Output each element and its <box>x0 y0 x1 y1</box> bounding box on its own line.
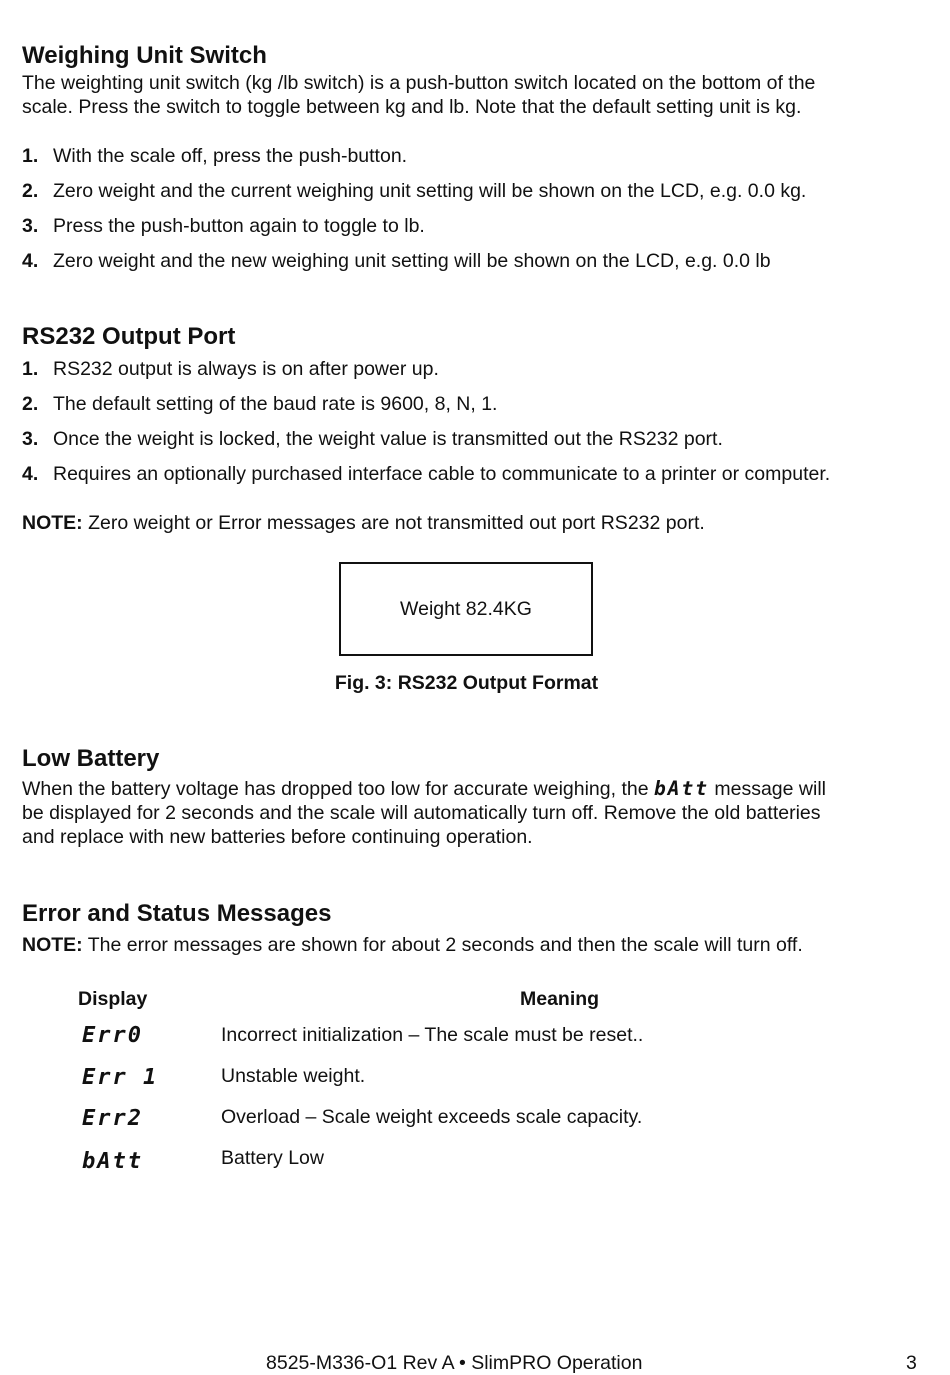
step-text: RS232 output is always is on after power up. <box>53 358 439 380</box>
error-display-glyph: Err 1 <box>82 1065 159 1090</box>
step-number: 2. <box>22 180 39 202</box>
display-column-header: Display <box>78 988 148 1010</box>
note-label: NOTE: <box>22 934 83 956</box>
battery-text-pre: When the battery voltage has dropped too low for accurate weighing, the <box>22 778 654 800</box>
figure-output-text: Weight 82.4KG <box>400 597 532 620</box>
step-text: Zero weight and the new weighing unit setting will be shown on the LCD, e.g. 0.0 lb <box>53 250 771 272</box>
step-text: Requires an optionally purchased interface cable to communicate to a printer or computer. <box>53 463 831 485</box>
battery-line-3: and replace with new batteries before continuing operation. <box>22 826 533 848</box>
step-number: 1. <box>22 145 39 167</box>
note-text: Zero weight or Error messages are not transmitted out port RS232 port. <box>82 512 705 534</box>
step-text: Once the weight is locked, the weight value is transmitted out the RS232 port. <box>53 428 723 450</box>
error-meaning: Incorrect initialization – The scale must be reset.. <box>221 1024 644 1046</box>
rs232-step <box>22 462 927 486</box>
meaning-column-header: Meaning <box>520 988 600 1010</box>
weighing-step <box>22 144 927 168</box>
note-text: The error messages are shown for about 2 seconds and then the scale will turn off. <box>82 934 803 956</box>
weighing-intro-line-2: scale. Press the switch to toggle between kg and lb. Note that the default setting unit is kg. <box>22 96 802 118</box>
step-number: 3. <box>22 428 39 450</box>
rs232-step <box>22 392 927 416</box>
weighing-intro-line-1: The weighting unit switch (kg /lb switch) is a push-button switch located on the bottom of the <box>22 72 816 94</box>
weighing-unit-switch-heading: Weighing Unit Switch <box>22 42 267 69</box>
step-text: Press the push-button again to toggle to lb. <box>53 215 425 237</box>
weighing-step <box>22 214 927 238</box>
rs232-step <box>22 427 927 451</box>
step-text: The default setting of the baud rate is 9600, 8, N, 1. <box>53 393 498 415</box>
weighing-step <box>22 179 927 203</box>
error-meaning: Overload – Scale weight exceeds scale capacity. <box>221 1106 643 1128</box>
footer-document-id: 8525-M336-O1 Rev A • SlimPRO Operation <box>266 1352 643 1374</box>
error-note <box>22 933 922 957</box>
rs232-heading: RS232 Output Port <box>22 323 236 350</box>
error-display-glyph: Err2 <box>82 1106 143 1131</box>
step-number: 1. <box>22 358 39 380</box>
batt-lcd-glyph: bAtt <box>653 777 709 800</box>
battery-line-1 <box>22 777 922 801</box>
low-battery-heading: Low Battery <box>22 745 160 772</box>
step-number: 4. <box>22 250 39 272</box>
rs232-output-figure <box>339 562 593 656</box>
weighing-step <box>22 249 927 273</box>
page-number: 3 <box>906 1352 917 1374</box>
error-meaning: Battery Low <box>221 1147 324 1169</box>
error-display-glyph: Err0 <box>82 1023 143 1048</box>
rs232-note <box>22 511 922 535</box>
error-status-heading: Error and Status Messages <box>22 900 332 927</box>
step-text: Zero weight and the current weighing unit setting will be shown on the LCD, e.g. 0.0 kg. <box>53 180 807 202</box>
battery-text-post: message will <box>708 778 826 800</box>
rs232-step <box>22 357 927 381</box>
error-display-glyph: bAtt <box>82 1149 143 1174</box>
step-number: 3. <box>22 215 39 237</box>
figure-caption: Fig. 3: RS232 Output Format <box>334 672 599 694</box>
step-text: With the scale off, press the push-button. <box>53 145 408 167</box>
error-meaning: Unstable weight. <box>221 1065 366 1087</box>
battery-line-2: be displayed for 2 seconds and the scale will automatically turn off. Remove the old batteries <box>22 802 821 824</box>
step-number: 2. <box>22 393 39 415</box>
step-number: 4. <box>22 463 39 485</box>
note-label: NOTE: <box>22 512 83 534</box>
